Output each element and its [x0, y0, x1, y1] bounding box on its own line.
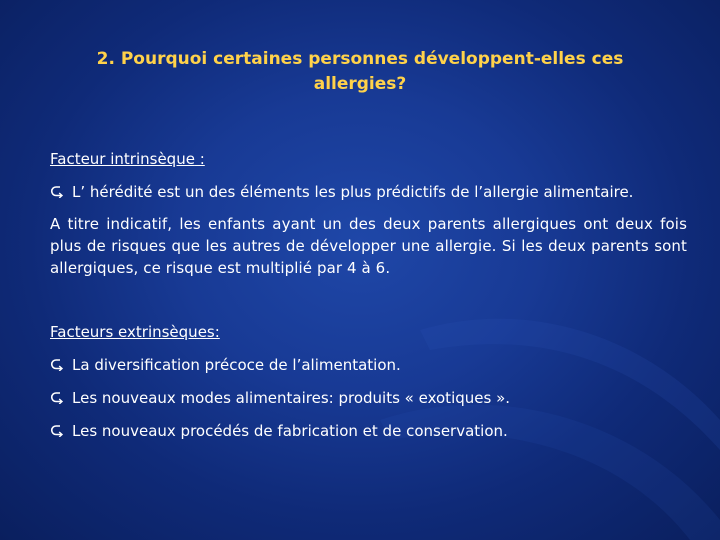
- slide-title: 2. Pourquoi certaines personnes développent-elles ces allergies?: [96, 49, 624, 94]
- heading-text: Facteur intrinsèque: [50, 150, 195, 168]
- bullet-text: La diversification précoce de l’alimentation.: [72, 356, 401, 374]
- curved-arrow-icon: [50, 387, 72, 409]
- curved-arrow-icon: [50, 354, 72, 376]
- bullet-text: L’ hérédité est un des éléments les plus prédictifs de l’allergie alimentaire.: [72, 183, 634, 201]
- heading-colon: :: [194, 150, 205, 168]
- section-heading-intrinsic: [50, 148, 687, 170]
- curved-arrow-icon: [50, 420, 72, 442]
- bullet-text: Les nouveaux modes alimentaires: produits « exotiques ».: [72, 389, 511, 407]
- bullet-item: [50, 387, 687, 409]
- slide-content: [50, 148, 687, 442]
- bullet-item: [50, 181, 687, 203]
- curved-arrow-icon: [50, 181, 72, 203]
- bullet-item: [50, 420, 687, 442]
- section-heading-extrinsic: Facteurs extrinsèques:: [50, 323, 220, 341]
- bullet-text: Les nouveaux procédés de fabrication et de conservation.: [72, 422, 508, 440]
- paragraph-heredity: A titre indicatif, les enfants ayant un des deux parents allergiques ont deux fois plus de risques que les autres de développer une allergie. Si les deux parents sont allergiques, ce risque est multiplié par 4 à 6.: [50, 215, 687, 277]
- bullet-item: [50, 354, 687, 376]
